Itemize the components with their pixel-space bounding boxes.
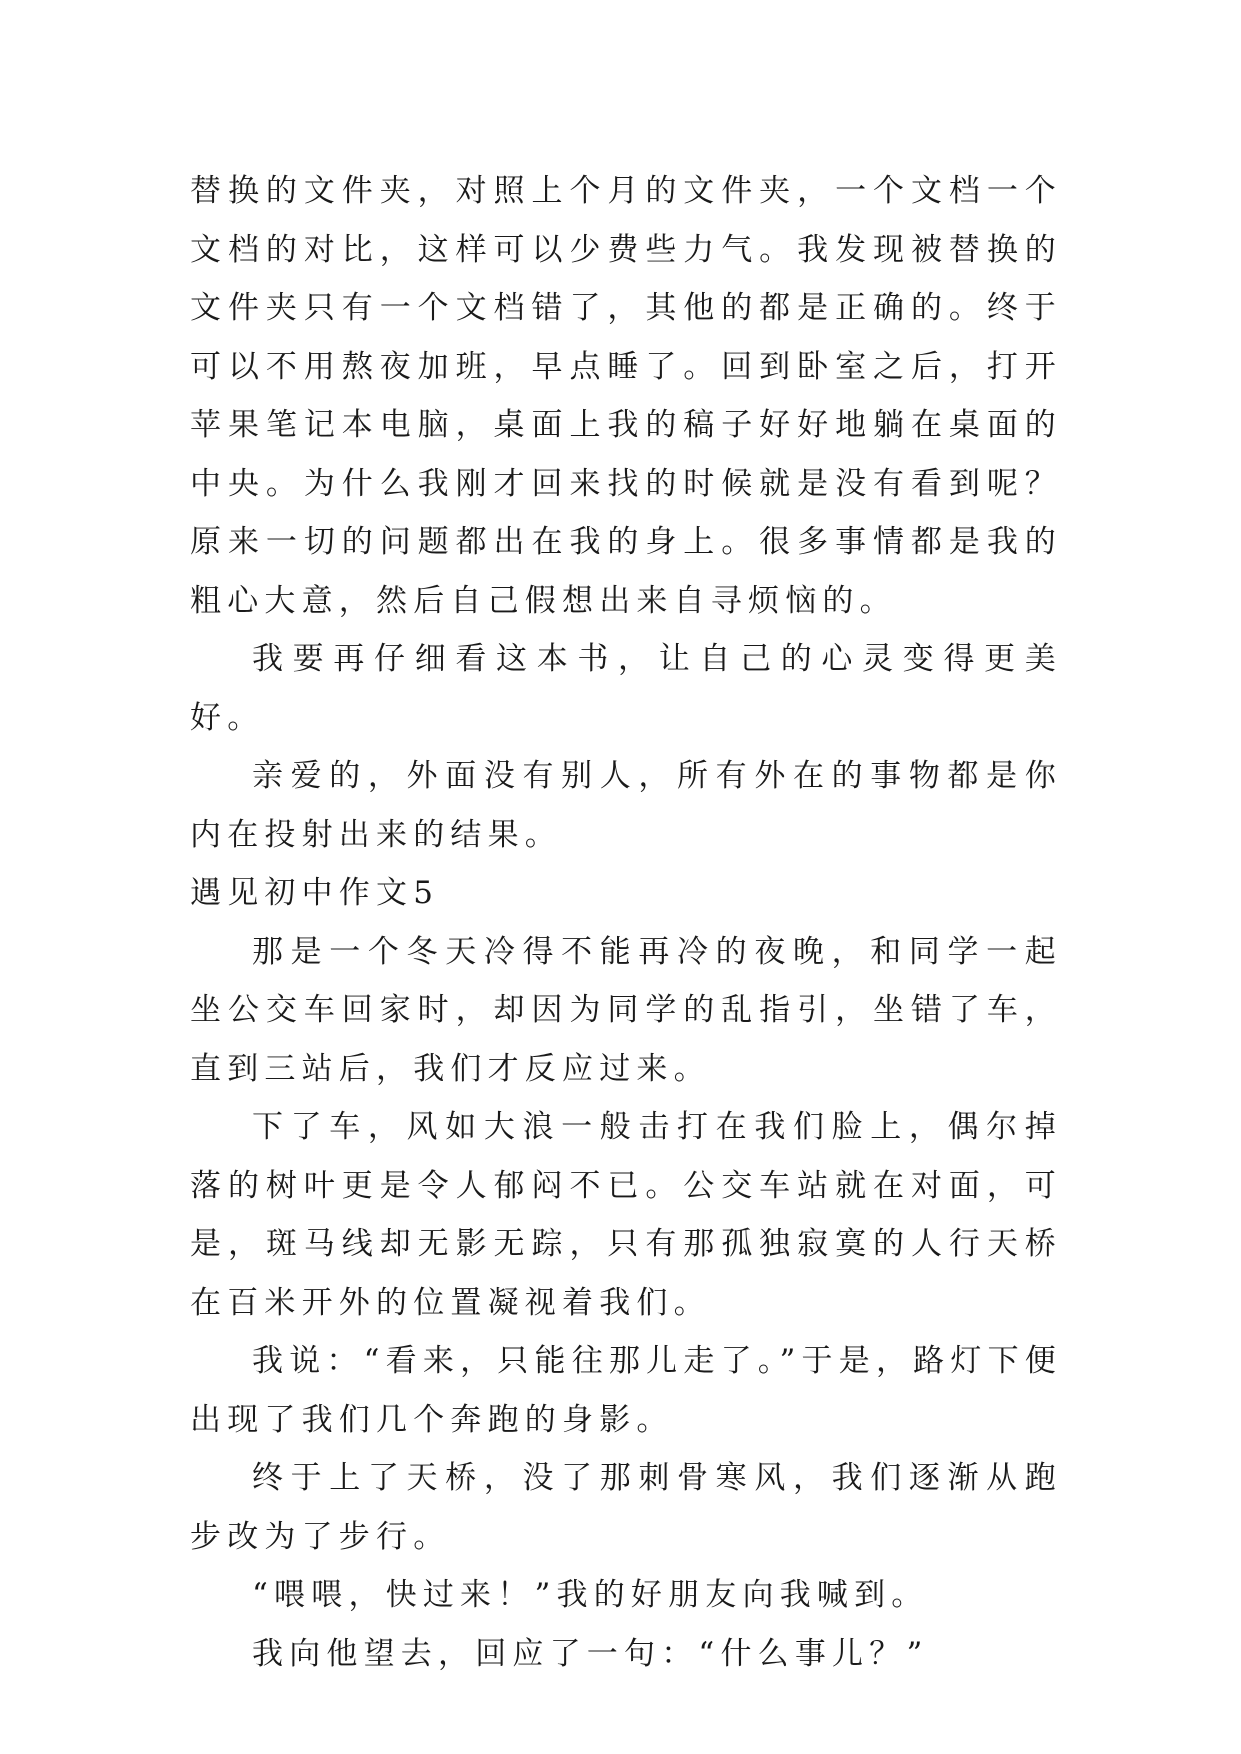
paragraph: 那是一个冬天冷得不能再冷的夜晚，和同学一起坐公交车回家时，却因为同学的乱指引，坐错了车，直到三站后，我们才反应过来。 — [190, 933, 1062, 1087]
paragraph: 亲爱的，外面没有别人，所有外在的事物都是你内在投射出来的结果。 — [190, 758, 1062, 853]
paragraph: 我说：“看来，只能往那儿走了。”于是，路灯下便出现了我们几个奔跑的身影。 — [190, 1343, 1062, 1438]
paragraph: 我要再仔细看这本书，让自己的心灵变得更美好。 — [190, 641, 1062, 736]
section-title: 遇见初中作文5 — [190, 875, 440, 911]
paragraph: 我向他望去，回应了一句：“什么事儿？” — [252, 1635, 929, 1672]
paragraph: 替换的文件夹，对照上个月的文件夹，一个文档一个文档的对比，这样可以少费些力气。我发现被替换的文件夹只有一个文档错了，其他的都是正确的。终于可以不用熬夜加班，早点睡了。回到卧室之后，打开苹果笔记本电脑，桌面上我的稿子好好地躺在桌面的中央。为什么我刚才回来找的时候就是没有看到呢？原来一切的问题都出在我的身上。很多事情都是我的粗心大意，然后自己假想出来自寻烦恼的。 — [190, 173, 1062, 619]
paragraph: “喂喂，快过来！”我的好朋友向我喊到。 — [252, 1577, 929, 1613]
paragraph: 终于上了天桥，没了那刺骨寒风，我们逐渐从跑步改为了步行。 — [190, 1460, 1062, 1555]
paragraph: 下了车，风如大浪一般击打在我们脸上，偶尔掉落的树叶更是令人郁闷不已。公交车站就在对面，可是，斑马线却无影无踪，只有那孤独寂寞的人行天桥在百米开外的位置凝视着我们。 — [190, 1109, 1062, 1321]
document-body — [190, 162, 1062, 1683]
